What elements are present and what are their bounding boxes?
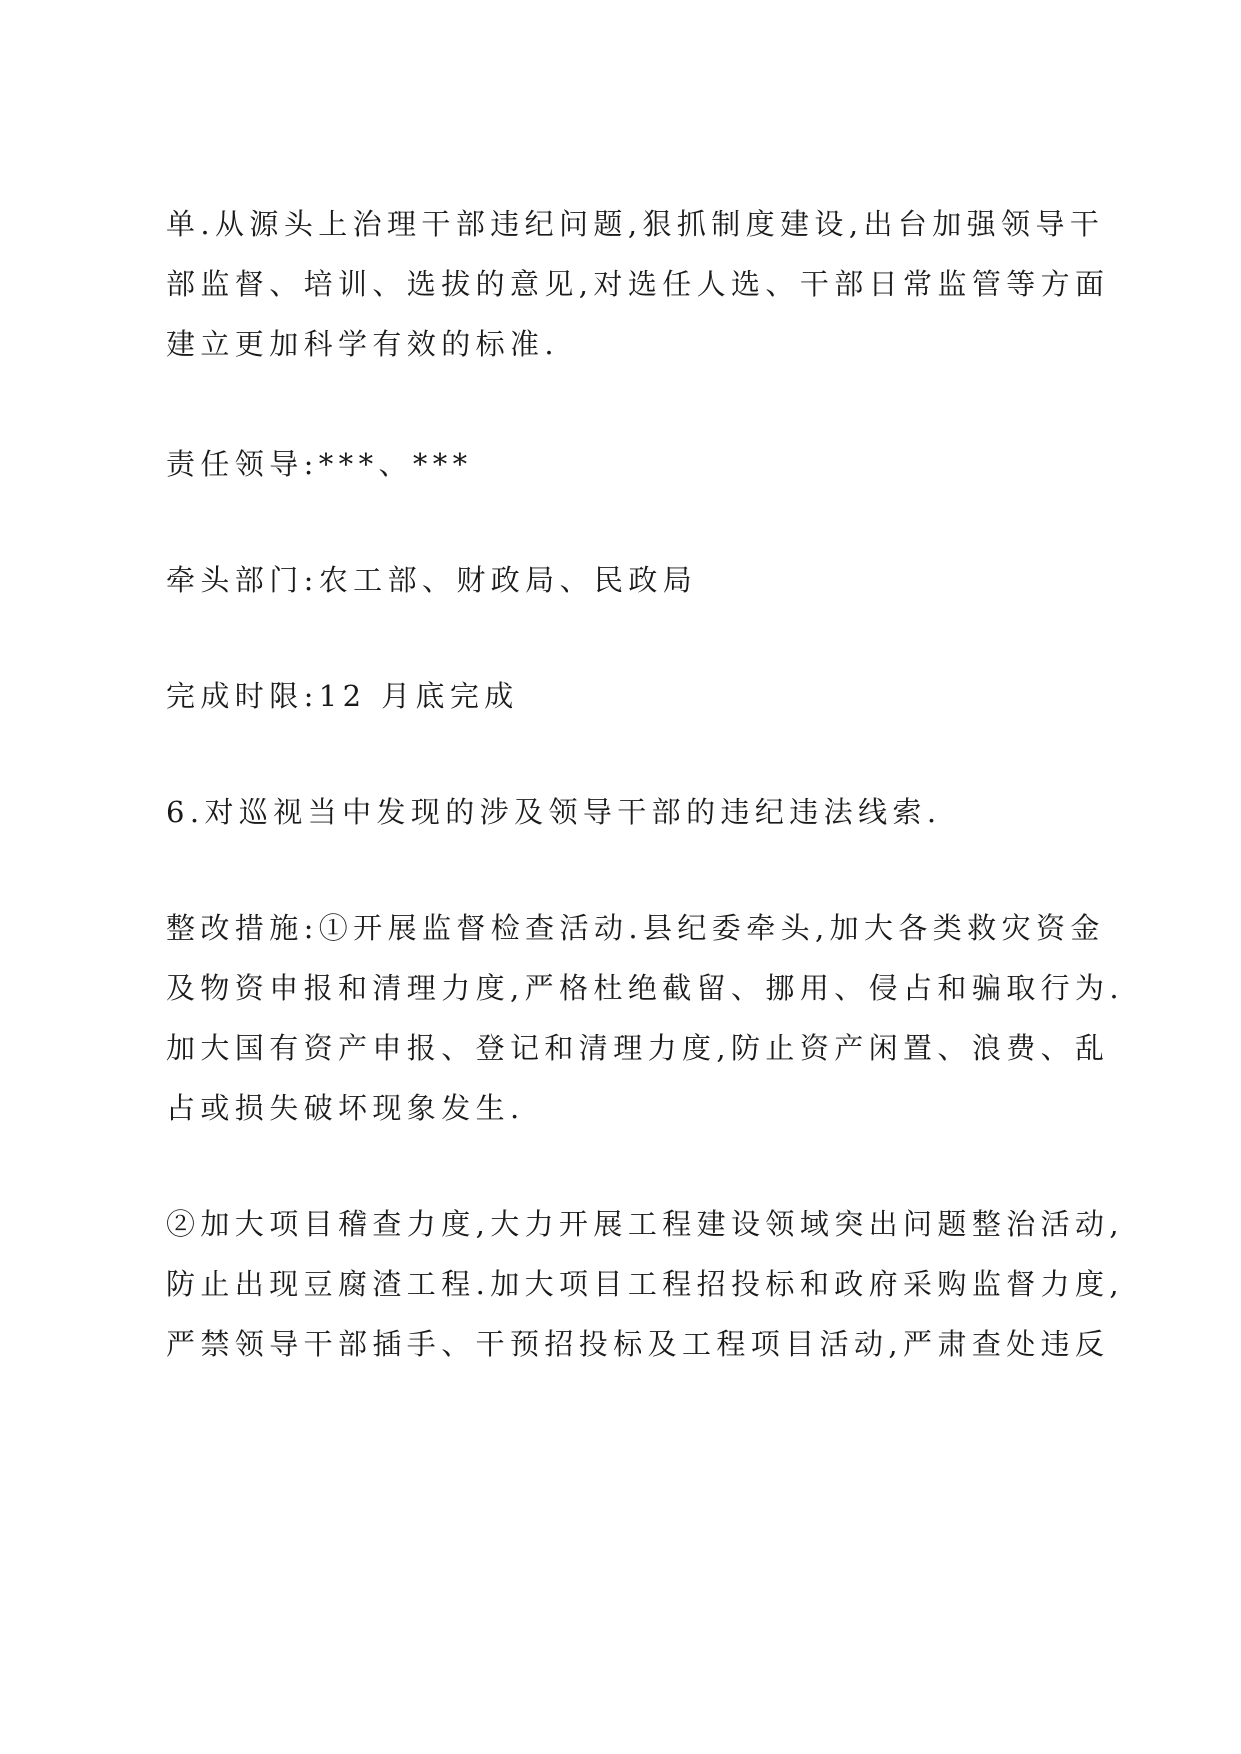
- measures-1-line-3: 加大国有资产申报、登记和清理力度,防止资产闲置、浪费、乱: [166, 1031, 1110, 1065]
- responsible-leader: 责任领导:***、***: [166, 447, 473, 481]
- measures-1-line-4: 占或损失破坏现象发生.: [166, 1091, 525, 1125]
- paragraph-1-line-3: 建立更加科学有效的标准.: [166, 327, 560, 361]
- measures-1-line-2: 及物资申报和清理力度,严格杜绝截留、挪用、侵占和骗取行为.: [166, 971, 1125, 1005]
- measures-1-line-1: 整改措施:①开展监督检查活动.县纪委牵头,加大各类救灾资金: [166, 911, 1105, 945]
- paragraph-1-line-2: 部监督、培训、选拔的意见,对选任人选、干部日常监管等方面: [166, 267, 1110, 301]
- paragraph-1-line-1: 单.从源头上治理干部违纪问题,狠抓制度建设,出台加强领导干: [166, 207, 1105, 241]
- lead-department: 牵头部门:农工部、财政局、民政局: [166, 563, 698, 597]
- measures-2-line-2: 防止出现豆腐渣工程.加大项目工程招投标和政府采购监督力度,: [166, 1267, 1125, 1301]
- item-6-heading: 6.对巡视当中发现的涉及领导干部的违纪违法线索.: [166, 795, 942, 829]
- measures-2-line-1: ②加大项目稽查力度,大力开展工程建设领域突出问题整治活动,: [166, 1207, 1125, 1241]
- measures-2-line-3: 严禁领导干部插手、干预招投标及工程项目活动,严肃查处违反: [166, 1327, 1110, 1361]
- deadline: 完成时限:12 月底完成: [166, 679, 519, 713]
